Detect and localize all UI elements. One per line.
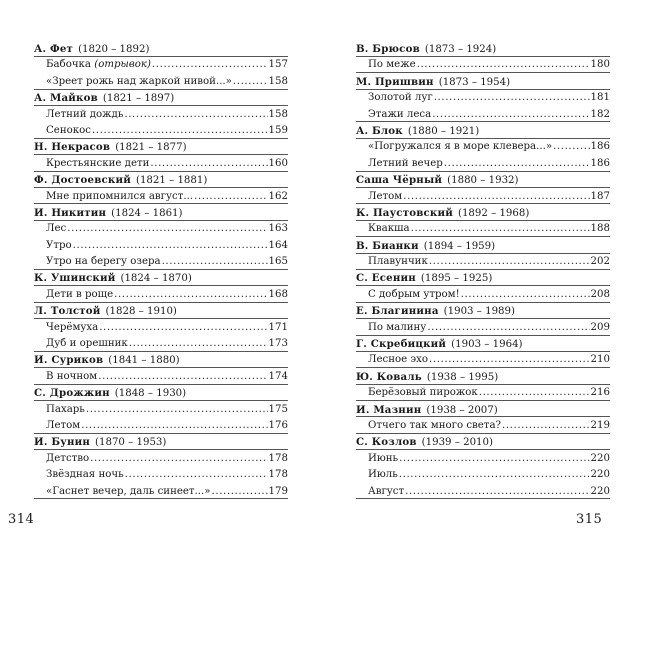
toc-entry — [34, 402, 288, 418]
entry-page-number: 165 — [268, 256, 288, 268]
dot-leader — [162, 254, 268, 270]
author-name: И. Никитин — [34, 206, 107, 219]
author-heading — [356, 336, 610, 352]
author-years: (1821 – 1881) — [135, 175, 208, 187]
toc-entry — [34, 189, 288, 205]
entry-page-number: 220 — [590, 469, 610, 481]
toc-entry — [356, 287, 610, 303]
entry-title-text: Крестьянские дети — [46, 157, 150, 169]
author-name: Г. Скребицкий — [356, 338, 447, 351]
author-name: Саша Чёрный — [356, 174, 443, 187]
entry-title-text: Берёзовый пирожок — [368, 387, 478, 399]
author-years: (1873 – 1954) — [438, 76, 511, 88]
dot-leader — [553, 139, 589, 155]
author-name: К. Паустовский — [356, 206, 453, 219]
entry-title-text: Июнь — [368, 452, 399, 464]
entry-title — [368, 320, 427, 336]
author-heading — [34, 270, 288, 286]
toc-entry — [356, 320, 610, 336]
author-heading — [34, 139, 288, 155]
author-years: (1880 – 1921) — [407, 125, 480, 137]
author-name: М. Пришвин — [356, 75, 434, 88]
author-heading — [356, 74, 610, 90]
author-years: (1848 – 1930) — [114, 388, 187, 400]
dot-leader — [90, 451, 267, 467]
author-heading — [356, 434, 610, 450]
author-name: Ю. Коваль — [356, 370, 422, 383]
toc-entry — [356, 139, 610, 155]
dot-leader — [233, 74, 268, 90]
author-name: Н. Некрасов — [34, 141, 111, 154]
entry-title-text: Этажи леса — [368, 108, 432, 120]
toc-entry — [356, 156, 610, 172]
entry-title-text: Лесное эхо — [368, 354, 429, 366]
entry-title-text: Летний дождь — [46, 108, 124, 120]
author-heading — [34, 90, 288, 106]
dot-leader — [98, 369, 267, 385]
author-heading — [356, 270, 610, 286]
toc-entry — [34, 57, 288, 73]
toc-entry — [34, 369, 288, 385]
entry-title-text: Детство — [46, 452, 90, 464]
entry-title-text: Дети в роще — [46, 288, 114, 300]
entry-title — [368, 287, 461, 303]
toc-entry — [34, 156, 288, 172]
entry-title — [368, 254, 429, 270]
entry-title — [368, 221, 411, 237]
entry-page-number: 163 — [268, 223, 288, 235]
entry-title-text: «Гаснет вечер, даль синеет...» — [46, 485, 211, 497]
author-years: (1821 – 1897) — [102, 93, 175, 105]
dot-leader — [429, 254, 590, 270]
author-years: (1939 – 2010) — [421, 437, 493, 449]
entry-page-number: 162 — [268, 190, 288, 202]
entry-page-number: 174 — [268, 370, 288, 382]
author-heading — [34, 205, 288, 221]
toc-entry — [356, 107, 610, 123]
dot-leader — [405, 484, 589, 500]
entry-page-number: 176 — [268, 419, 288, 431]
entry-title-text: «Зреет рожь над жаркой нивой...» — [46, 75, 232, 87]
entry-title — [368, 57, 417, 73]
author-heading — [34, 303, 288, 319]
author-name: В. Брюсов — [356, 43, 420, 55]
dot-leader — [432, 107, 589, 123]
page-number-right: 315 — [576, 512, 603, 527]
author-years: (1828 – 1910) — [105, 306, 177, 318]
entry-title-text: Утро — [46, 239, 72, 251]
author-years: (1894 – 1959) — [423, 240, 496, 252]
dot-leader — [99, 320, 267, 336]
author-name: И. Суриков — [34, 354, 104, 367]
entry-page-number: 158 — [268, 108, 288, 120]
toc-entry — [356, 484, 610, 500]
toc-entry — [356, 467, 610, 483]
entry-title-text: Лес — [46, 223, 67, 235]
author-years: (1938 – 2007) — [426, 404, 498, 416]
author-heading — [356, 402, 610, 418]
author-years: (1821 – 1877) — [115, 142, 187, 154]
entry-page-number: 208 — [590, 288, 610, 300]
author-name: Ф. Достоевский — [34, 174, 131, 187]
author-years: (1880 – 1932) — [447, 175, 519, 187]
dot-leader — [427, 320, 589, 336]
entry-title-text: Дуб и орешник — [46, 338, 128, 350]
entry-title-text: По меже — [368, 59, 416, 71]
author-name: И. Мазнин — [356, 403, 422, 416]
toc-entry — [356, 254, 610, 270]
entry-page-number: 178 — [268, 452, 288, 464]
entry-title-text: Отчего так много света? — [368, 419, 501, 431]
entry-title — [46, 74, 233, 90]
entry-title-text: «Погружался я в море клевера...» — [368, 141, 553, 153]
entry-title-text: Август — [368, 485, 405, 497]
author-heading — [356, 123, 610, 139]
entry-page-number: 220 — [590, 485, 610, 497]
entry-title — [46, 402, 86, 418]
entry-title-text: Пахарь — [46, 403, 85, 415]
entry-title — [46, 451, 90, 467]
entry-page-number: 186 — [590, 141, 610, 153]
toc-entry — [34, 467, 288, 483]
toc-entry — [34, 107, 288, 123]
entry-page-number: 188 — [590, 223, 610, 235]
toc-entry — [34, 221, 288, 237]
entry-title — [368, 484, 405, 500]
dot-leader — [194, 189, 267, 205]
entry-page-number: 164 — [268, 239, 288, 251]
author-years: (1870 – 1953) — [95, 437, 167, 449]
entry-title — [46, 418, 81, 434]
toc-entry — [356, 418, 610, 434]
toc-entry — [34, 254, 288, 270]
author-years: (1903 – 1964) — [451, 339, 523, 351]
entry-page-number: 159 — [268, 124, 288, 136]
toc-entry — [34, 74, 288, 90]
author-name: С. Есенин — [356, 272, 416, 285]
author-years: (1892 – 1968) — [457, 207, 530, 219]
author-years: (1895 – 1925) — [420, 273, 493, 285]
toc-entry — [34, 238, 288, 254]
toc-entry — [356, 57, 610, 73]
entry-title — [46, 238, 73, 254]
author-heading — [356, 238, 610, 254]
toc-entry — [356, 352, 610, 368]
entry-title-text: Золотой луг — [368, 92, 433, 104]
author-heading — [356, 172, 610, 188]
author-name: И. Бунин — [34, 436, 91, 449]
entry-title — [46, 254, 162, 270]
dot-leader — [429, 352, 590, 368]
entry-title — [46, 467, 125, 483]
dot-leader — [129, 336, 268, 352]
author-name: С. Дрожжин — [34, 387, 110, 400]
dot-leader — [399, 451, 589, 467]
dot-leader — [212, 484, 268, 500]
entry-title-text: Бабочка — [46, 59, 95, 71]
entry-page-number: 187 — [590, 190, 610, 202]
entry-page-number: 157 — [268, 59, 288, 71]
author-heading — [356, 41, 610, 57]
entry-page-number: 160 — [268, 157, 288, 169]
toc-entry — [356, 221, 610, 237]
author-heading — [34, 172, 288, 188]
toc-entry — [34, 336, 288, 352]
entry-title-text: Черёмуха — [46, 321, 99, 333]
dot-leader — [502, 418, 590, 434]
entry-title — [368, 418, 502, 434]
dot-leader — [417, 57, 590, 73]
entry-page-number: 173 — [268, 338, 288, 350]
entry-title-text: Сенокос — [46, 124, 91, 136]
entry-title — [368, 467, 399, 483]
dot-leader — [124, 107, 267, 123]
entry-title-text: Мне припомнился август... — [46, 190, 194, 202]
author-heading — [34, 352, 288, 368]
dot-leader — [403, 189, 589, 205]
dot-leader — [152, 57, 268, 73]
toc-column-right — [356, 41, 610, 500]
author-heading — [356, 205, 610, 221]
author-years: (1873 – 1924) — [424, 44, 497, 55]
entry-title — [368, 451, 399, 467]
dot-leader — [461, 287, 590, 303]
dot-leader — [399, 467, 590, 483]
entry-title — [368, 156, 444, 172]
author-name: А. Фет — [34, 43, 74, 55]
author-years: (1824 – 1870) — [120, 273, 192, 285]
author-name: А. Майков — [34, 92, 98, 105]
entry-title-text: Июль — [368, 469, 398, 481]
dot-leader — [81, 418, 267, 434]
dot-leader — [150, 156, 267, 172]
entry-title-text: Звёздная ночь — [46, 469, 124, 481]
toc-entry — [34, 123, 288, 139]
entry-page-number: 168 — [268, 288, 288, 300]
entry-page-number: 202 — [590, 256, 610, 268]
author-name: В. Бианки — [356, 239, 419, 252]
author-name: Л. Толстой — [34, 305, 101, 318]
author-name: С. Козлов — [356, 436, 417, 449]
entry-page-number: 181 — [590, 92, 610, 104]
entry-title — [46, 336, 129, 352]
entry-title — [368, 139, 553, 155]
toc-entry — [34, 418, 288, 434]
toc-entry — [34, 287, 288, 303]
entry-title — [46, 189, 194, 205]
entry-title — [46, 123, 92, 139]
author-heading — [34, 434, 288, 450]
entry-title-text: В ночном — [46, 370, 98, 382]
author-years: (1820 – 1892) — [78, 44, 150, 55]
page-number-left: 314 — [8, 512, 35, 527]
entry-title — [46, 484, 212, 500]
dot-leader — [114, 287, 267, 303]
dot-leader — [73, 238, 268, 254]
entry-page-number: 216 — [590, 387, 610, 399]
entry-title — [46, 287, 114, 303]
toc-column-left — [34, 41, 288, 500]
toc-entry — [356, 385, 610, 401]
author-years: (1841 – 1880) — [108, 355, 180, 367]
author-heading — [356, 303, 610, 319]
toc-entry — [34, 320, 288, 336]
dot-leader — [92, 123, 268, 139]
entry-title — [46, 221, 67, 237]
entry-title — [368, 352, 429, 368]
author-heading — [356, 369, 610, 385]
entry-title — [46, 57, 152, 73]
dot-leader — [67, 221, 267, 237]
toc-entry — [356, 451, 610, 467]
entry-title-text: Утро на берегу озера — [46, 256, 161, 268]
entry-page-number: 210 — [590, 354, 610, 366]
entry-page-number: 219 — [590, 419, 610, 431]
entry-title — [368, 385, 479, 401]
entry-title — [46, 156, 150, 172]
entry-title — [368, 189, 403, 205]
entry-title-text: Плавунчик — [368, 256, 428, 268]
dot-leader — [444, 156, 590, 172]
entry-title — [368, 90, 434, 106]
entry-page-number: 171 — [268, 321, 288, 333]
entry-page-number: 178 — [268, 469, 288, 481]
entry-page-number: 180 — [590, 59, 610, 71]
entry-page-number: 186 — [590, 157, 610, 169]
entry-title-text: С добрым утром! — [368, 288, 460, 300]
entry-page-number: 179 — [268, 485, 288, 497]
dot-leader — [125, 467, 268, 483]
author-heading — [34, 385, 288, 401]
entry-page-number: 175 — [268, 403, 288, 415]
entry-page-number: 158 — [268, 75, 288, 87]
author-years: (1938 – 1995) — [426, 371, 499, 383]
author-heading — [34, 41, 288, 57]
toc-entry — [34, 484, 288, 500]
author-name: А. Блок — [356, 124, 403, 137]
dot-leader — [411, 221, 590, 237]
toc-entry — [356, 90, 610, 106]
entry-page-number: 209 — [590, 321, 610, 333]
entry-title-text: По малину — [368, 321, 427, 333]
entry-title-text: Летом — [46, 419, 81, 431]
dot-leader — [86, 402, 268, 418]
author-name: Е. Благинина — [356, 305, 439, 318]
entry-title-italic: (отрывок) — [94, 59, 151, 71]
entry-title — [46, 320, 99, 336]
entry-page-number: 220 — [590, 452, 610, 464]
entry-page-number: 182 — [590, 108, 610, 120]
entry-title-text: Летний вечер — [368, 157, 443, 169]
entry-title-text: Летом — [368, 190, 403, 202]
author-name: К. Ушинский — [34, 272, 116, 285]
entry-title — [46, 369, 98, 385]
entry-title — [368, 107, 432, 123]
author-years: (1903 – 1989) — [443, 306, 515, 318]
toc-entry — [356, 189, 610, 205]
dot-leader — [479, 385, 590, 401]
toc-entry — [34, 451, 288, 467]
author-years: (1824 – 1861) — [111, 207, 183, 219]
entry-title — [46, 107, 124, 123]
dot-leader — [434, 90, 590, 106]
entry-title-text: Квакша — [368, 223, 410, 235]
